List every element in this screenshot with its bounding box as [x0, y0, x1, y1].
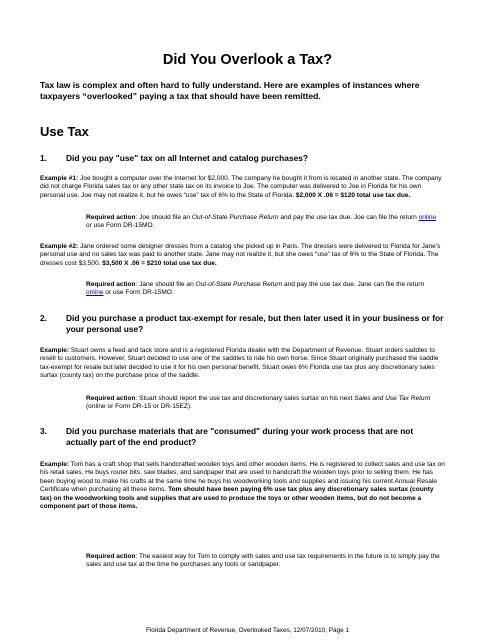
question-2-number: 2. — [40, 313, 47, 323]
required-action-4-text-a: : The easiest way for Tom to comply with sales and use tax requirements in the future is to simply pay the sales and use tax at the time he purchases any tools or sandpaper. — [86, 553, 440, 569]
example-3-label: Example: — [40, 347, 70, 354]
page-footer: Florida Department of Revenue, Overlooked Taxes, 12/07/2010, Page 1 — [145, 627, 350, 634]
example-1-total: $2,000 X .06 = $120 total use tax due. — [295, 191, 411, 199]
example-3-text: Stuart owns a feed and tack store and is a registered Florida dealer with the Department of Revenue. Stuart orders saddles to resell to customers. However, Stuart decided to use one of the saddles to ride his own horse. Since Stuart originally purchased the saddle tax-exempt for resale but later decided to use it for his own personal benefit, Stuart owes 6% Florida use tax plus any discretionary sales surtax (county tax) on the purchase price of the saddle. — [40, 347, 439, 380]
required-action-1-text-b: and pay the use tax due. Joe can file the return — [278, 214, 419, 221]
example-1-label: Example #1: — [40, 175, 79, 182]
example-2-text: Jane ordered some designer dresses from a catalog she picked up in Paris. The dresses were delivered to Florida for Jane’s personal use and no sales tax was paid to another state. Jane may not realize it, but she owes “use” tax of 6% to the State of Florida. The dresses cost $3,500. — [40, 243, 441, 267]
required-action-2-label: Required action — [86, 281, 136, 288]
required-action-4 — [86, 553, 440, 570]
required-action-3 — [86, 395, 440, 412]
required-action-2-text-c: or use Form DR-15MO. — [103, 289, 174, 297]
required-action-2-form: Out-of-State Purchase Return — [195, 281, 283, 288]
required-action-2 — [86, 281, 440, 298]
required-action-1 — [86, 214, 440, 231]
example-1-text: Joe bought a computer over the Internet for $2,000. The company he bought it from is located in another state. The company did not charge Florida sales tax or any other state tax on its invoice to Joe. The computer was delivered to Joe in Florida for his own personal use. Joe may not realize it, but he owes “use” tax of 6% to the State of Florida. — [40, 175, 442, 199]
example-4-paragraph — [40, 461, 447, 511]
example-2-paragraph — [40, 243, 447, 268]
question-1-text: Did you pay "use" tax on all Internet and catalog purchases? — [66, 153, 309, 163]
required-action-3-text-b: (online or Form DR-15 or DR-15EZ). — [86, 403, 192, 411]
required-action-1-label: Required action — [86, 214, 136, 221]
online-link-1[interactable]: online — [418, 214, 437, 221]
question-1 — [40, 153, 445, 164]
required-action-3-label: Required action — [86, 395, 136, 402]
required-action-4-label: Required action — [86, 553, 136, 560]
online-link-2[interactable]: online — [86, 289, 104, 297]
example-4-bold-text: Tom should have been paying 6% use tax plus any discretionary sales surtax (county tax) on the woodworking tools and supplies that are used to produce the toys or other wooden items, but do not become a component part of those items. — [40, 486, 434, 511]
example-2-total: $3,500 X .06 = $210 total use tax due. — [102, 259, 217, 267]
question-2-text: Did you purchase a product tax-exempt for resale, but then later used it in your business or for your personal use? — [66, 313, 444, 334]
required-action-2-text-b: and pay the use tax due. Jane can file the return — [282, 281, 425, 288]
required-action-2-text-a: : Jane should file an — [135, 281, 196, 288]
example-1-paragraph — [40, 175, 447, 200]
question-3-text: Did you purchase materials that are "consumed" during your work process that are not actually part of the end product? — [66, 426, 414, 447]
required-action-1-text-a: : Joe should file an — [135, 214, 192, 221]
intro-paragraph: Tax law is complex and often hard to fully understand. Here are examples of instances where taxpayers “overlooked” paying a tax that should have been remitted. — [40, 80, 420, 101]
required-action-3-text-a: : Stuart should report the use tax and discretionary sales surtax on his next — [135, 395, 355, 402]
required-action-1-text-c: or use Form DR-15MO. — [86, 222, 155, 230]
example-4-text: Tom has a craft shop that sells handcrafted wooden toys and other wooden items. He is registered to collect sales and use tax on his retail sales. He buys router bits, saw blades, and sandpaper that are used to handcraft the wooden toys prior to selling them. He has been buying wood to make his crafts at the same time he buys his woodworking tools and supplies and issuing his current Annual Resale Certificate when purchasing all these items. — [40, 461, 445, 494]
question-1-number: 1. — [40, 153, 47, 163]
example-2-label: Example #2: — [40, 243, 79, 250]
question-3-number: 3. — [40, 426, 47, 436]
example-4-label: Example: — [40, 461, 70, 468]
page-title: Did You Overlook a Tax? — [162, 52, 333, 68]
example-3-paragraph — [40, 347, 447, 381]
required-action-1-form: Out-of-State Purchase Return — [191, 214, 279, 221]
section-title-use-tax: Use Tax — [40, 124, 89, 139]
question-2 — [40, 313, 445, 334]
required-action-3-form: Sales and Use Tax Return — [354, 395, 431, 402]
question-3 — [40, 426, 445, 447]
